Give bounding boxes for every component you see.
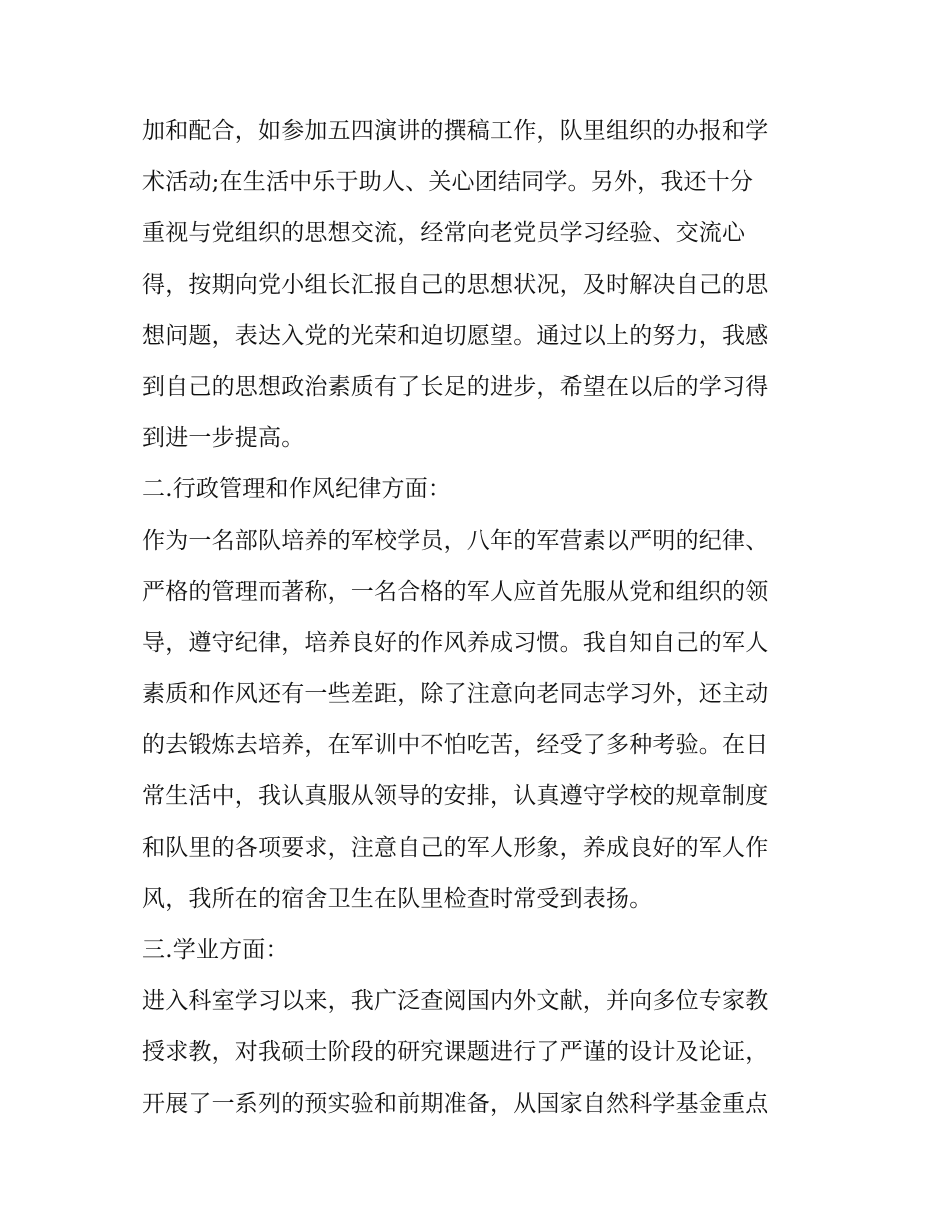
text-line: 得，按期向党小组长汇报自己的思想状况，及时解决自己的思 [142, 271, 769, 298]
text-line: 和队里的各项要求，注意自己的军人形象，养成良好的军人作 [142, 834, 769, 861]
text-line: 开展了一系列的预实验和前期准备，从国家自然科学基金重点 [142, 1090, 769, 1117]
text-line: 风，我所在的宿舍卫生在队里检查时常受到表扬。 [142, 885, 653, 912]
section-heading-2: 二.行政管理和作风纪律方面： [142, 476, 452, 503]
text-line: 进入科室学习以来，我广泛查阅国内外文献，并向多位专家教 [142, 988, 769, 1015]
text-line: 术活动;在生活中乐于助人、关心团结同学。另外，我还十分 [142, 169, 754, 196]
text-line: 加和配合，如参加五四演讲的撰稿工作，队里组织的办报和学 [142, 118, 769, 144]
text-line: 想问题，表达入党的光荣和迫切愿望。通过以上的努力，我感 [142, 322, 769, 349]
text-line: 授求教，对我硕士阶段的研究课题进行了严谨的设计及论证， [142, 1039, 769, 1066]
document-body [142, 106, 842, 1130]
text-line: 作为一名部队培养的军校学员，八年的军营素以严明的纪律、 [142, 527, 769, 554]
text-line: 到自己的思想政治素质有了长足的进步，希望在以后的学习得 [142, 373, 769, 400]
text-line: 到进一步提高。 [142, 425, 305, 452]
text-line: 素质和作风还有一些差距，除了注意向老同志学习外，还主动 [142, 681, 769, 708]
text-line: 导，遵守纪律，培养良好的作风养成习惯。我自知自己的军人 [142, 629, 769, 656]
text-line: 常生活中，我认真服从领导的安排，认真遵守学校的规章制度 [142, 783, 769, 810]
text-line: 严格的管理而著称，一名合格的军人应首先服从党和组织的领 [142, 578, 769, 605]
text-line: 的去锻炼去培养，在军训中不怕吃苦，经受了多种考验。在日 [142, 732, 769, 759]
text-line: 重视与党组织的思想交流，经常向老党员学习经验、交流心 [142, 220, 746, 247]
section-heading-3: 三.学业方面： [142, 937, 289, 963]
